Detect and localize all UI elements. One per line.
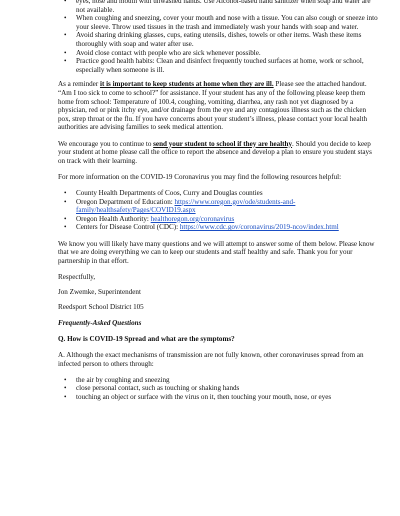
faq-heading: Frequently-Asked Questions xyxy=(58,318,142,327)
list-item xyxy=(76,198,378,215)
faq-answer: A. Although the exact mechanisms of transmission are not fully known, other coronaviruses spread from an infected person to others through: xyxy=(58,350,364,368)
list-item: • close personal contact, such as touching or shaking hands xyxy=(76,384,378,393)
signer-name: Jon Zwemke, Superintendent xyxy=(58,288,141,297)
reminder-emphasis: it is important to keep students at home when they are ill. xyxy=(99,80,274,89)
list-item: • eyes, nose and mouth with unwashed hands. Use Alcohol-based hand sanitizer when soap and water are not available. xyxy=(76,0,378,14)
encourage-paragraph xyxy=(58,140,378,166)
resource-label: Centers for Disease Control (CDC): xyxy=(76,223,180,232)
closing-paragraph: We know you will likely have many questions and we will attempt to answer some of them below. Please know that we are doing everything we can to keep our students and staff healthy and safe. Thank you for your partnership in that effort. xyxy=(58,239,375,265)
faq-question: Q. How is COVID-19 Spread and what are the symptoms? xyxy=(58,334,235,343)
resource-link-oha[interactable]: healthoregon.org/coronavirus xyxy=(150,214,235,223)
reminder-lead: As a reminder xyxy=(58,80,100,89)
list-item: • Avoid sharing drinking glasses, cups, eating utensils, dishes, towels or other items. Wash these items thoroughly with soap and water after use. xyxy=(76,31,378,48)
list-item: • the air by coughing and sneezing xyxy=(76,376,378,385)
list-item xyxy=(76,223,378,232)
list-item xyxy=(76,189,378,198)
reminder-rest: Please see the attached handout. “Am I too sick to come to school?” for assistance. If your student has any of the following please keep them home from school: Temperature of 100.4, coughing, vomiting, diarrhea, any rash not yet diagnosed by a physician, red or pink itchy eye, and/or drainage from the eye and any contagious illness such as the chicken pox, strep throat or the flu. If you have concerns about your student’s illness, please contact your local health authorities are advising families to seek medical attention. xyxy=(58,80,368,132)
resources-list xyxy=(58,189,378,232)
encourage-emphasis: send your student to school if they are healthy xyxy=(153,139,293,148)
signature-block xyxy=(58,273,378,312)
list-item: • touching an object or surface with the virus on it, then touching your mouth, nose, or eyes xyxy=(76,393,378,402)
list-item: • Practice good health habits: Clean and disinfect frequently touched surfaces at home, work or school, especially when someone is ill. xyxy=(76,57,378,74)
resource-link-cdc[interactable]: https://www.cdc.gov/coronavirus/2019-ncov/index.html xyxy=(179,223,339,232)
resource-label: Oregon Department of Education: xyxy=(76,197,175,206)
letter-body xyxy=(58,0,378,402)
resource-label: Oregon Health Authority: xyxy=(76,214,151,223)
encourage-rest: . Should you decide to keep your student at home please call the office to report the absence and develop a plan to ensure you student stays on track with their learning. xyxy=(58,139,372,165)
encourage-lead: We encourage you to continue to xyxy=(58,139,154,148)
district-name: Reedsport School District 105 xyxy=(58,303,144,312)
resources-intro: For more information on the COVID-19 Coronavirus you may find the following resources helpful: xyxy=(58,172,342,181)
resource-label: County Health Departments of Coos, Curry and Douglas counties xyxy=(76,189,263,198)
transmission-list xyxy=(58,376,378,402)
resource-link-ode[interactable]: https://www.oregon.gov/ode/students-and-family/healthsafety/Pages/COVID19.aspx xyxy=(76,197,296,215)
list-item xyxy=(76,215,378,224)
reminder-paragraph xyxy=(58,80,378,132)
hygiene-list xyxy=(58,0,378,74)
list-item: • When coughing and sneezing, cover your mouth and nose with a tissue. You can also cough or sneeze into your sleeve. Throw used tissues in the trash and immediately wash your hands with soap and water. xyxy=(76,14,378,31)
list-item: • Avoid close contact with people who are sick whenever possible. xyxy=(76,49,378,58)
salutation: Respectfully, xyxy=(58,273,96,281)
